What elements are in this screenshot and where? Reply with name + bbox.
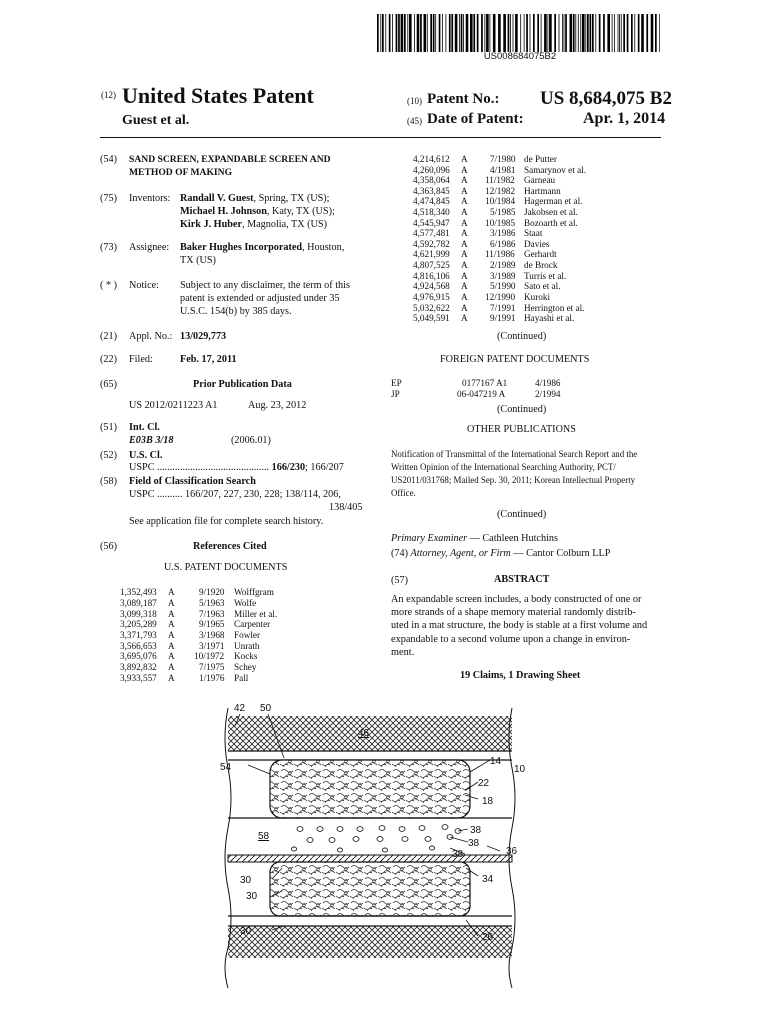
intcl-label: Int. Cl. <box>129 422 160 433</box>
barcode-bar <box>466 14 469 52</box>
barcode-bar <box>646 14 648 52</box>
date-label: Date of Patent: <box>427 111 524 127</box>
barcode-bar <box>424 14 427 52</box>
assignee: Baker Hughes Incorporated, Houston, <box>180 242 345 253</box>
filed-label: Filed: <box>129 354 153 365</box>
barcode-bar <box>508 14 510 52</box>
base-pipe <box>228 855 512 862</box>
barcode-bar <box>627 14 629 52</box>
barcode-bar <box>513 14 514 52</box>
label-30-a: 30 <box>240 875 252 886</box>
barcode-bar <box>537 14 539 52</box>
barcode-bar <box>510 14 511 52</box>
patent-no-label: Patent No.: <box>427 91 500 107</box>
barcode-bar <box>573 14 575 52</box>
barcode-image <box>377 14 660 52</box>
barcode-bar <box>587 14 589 52</box>
barcode-bar <box>619 14 620 52</box>
inventors-code: (75) <box>100 193 117 204</box>
intcl-year: (2006.01) <box>231 435 271 446</box>
appl-label: Appl. No.: <box>129 331 173 342</box>
prior-date: Aug. 23, 2012 <box>248 400 307 411</box>
prior-heading: Prior Publication Data <box>193 379 292 390</box>
barcode-bar <box>554 14 556 52</box>
barcode-bar <box>439 14 441 52</box>
label-38-b: 38 <box>468 838 480 849</box>
barcode-bar <box>463 14 464 52</box>
barcode-bar <box>544 14 547 52</box>
field-uspc-line-1: USPC .......... 166/207, 227, 230, 228; 138/114, 206, <box>129 489 341 500</box>
barcode-bar <box>614 14 615 52</box>
barcode-bar <box>389 14 391 52</box>
barcode-bar <box>401 14 404 52</box>
field-label: Field of Classification Search <box>129 476 256 487</box>
barcode-bar <box>435 14 436 52</box>
barcode-bar <box>580 14 581 52</box>
barcode-bar <box>607 14 610 52</box>
other-publications-text: Notification of Transmittal of the International Search Report and the Written Opinion of the International Searching Authority, PCT/ US2011/031768; Mailed Sep. 30, 2011; Korean Intellectual Property Office. <box>391 449 638 498</box>
label-42: 42 <box>234 703 246 714</box>
barcode-bar <box>585 14 586 52</box>
barcode-bar <box>655 14 657 52</box>
patent-number: US 8,684,075 B2 <box>540 88 672 109</box>
barcode-bar <box>473 14 475 52</box>
field-uspc-line-2: 138/405 <box>329 502 363 513</box>
barcode-bar <box>503 14 506 52</box>
barcode-bar <box>459 14 460 52</box>
barcode-bar <box>398 14 400 52</box>
barcode-bar <box>392 14 393 52</box>
abstract-heading: ABSTRACT <box>494 574 550 585</box>
title-code: (54) <box>100 154 117 165</box>
barcode-bar <box>603 14 605 52</box>
barcode-bar <box>559 14 560 52</box>
date-code: (45) <box>407 116 422 126</box>
barcode-bar <box>442 14 443 52</box>
barcode-bar <box>485 14 486 52</box>
label-26: 26 <box>482 932 494 943</box>
label-50: 50 <box>260 703 272 714</box>
barcode-bar <box>641 14 644 52</box>
claims-summary: 19 Claims, 1 Drawing Sheet <box>460 670 581 681</box>
barcode-bar <box>621 14 622 52</box>
intcl-class: E03B 3/18 <box>129 435 174 446</box>
barcode-bar <box>377 14 379 52</box>
barcode-bar <box>533 14 535 52</box>
uscl-label: U.S. Cl. <box>129 450 163 461</box>
publication-number: US008684075B2 <box>483 51 557 62</box>
barcode-bar <box>427 14 428 52</box>
label-18: 18 <box>482 796 494 807</box>
prior-publication: US 2012/0211223 A1 <box>129 400 218 411</box>
barcode-bar <box>498 14 501 52</box>
barcode-bar <box>526 14 528 52</box>
barcode-bar <box>382 14 384 52</box>
assignee-code: (73) <box>100 242 117 253</box>
label-54: 54 <box>220 762 232 773</box>
barcode-bar <box>430 14 432 52</box>
date-of-patent: Apr. 1, 2014 <box>583 110 666 127</box>
label-46: 46 <box>358 728 370 739</box>
inventors-short: Guest et al. <box>122 113 190 128</box>
barcode-bar <box>530 14 531 52</box>
label-58: 58 <box>258 831 270 842</box>
attorney: (74) Attorney, Agent, or Firm — Cantor Colburn LLP <box>391 548 611 559</box>
abstract-code: (57) <box>391 575 408 586</box>
barcode-bar <box>623 14 625 52</box>
header-rule <box>100 137 661 138</box>
title-line-2: METHOD OF MAKING <box>129 167 233 178</box>
particles <box>291 825 461 852</box>
prior-code: (65) <box>100 379 117 390</box>
inventor-1: Randall V. Guest, Spring, TX (US); <box>180 193 330 204</box>
abstract-text: An expandable screen includes, a body constructed of one or more strands of a shape memory material randomly distrib- uted in a mat structure, the body is stable at a first volume and expandable to a second volume upon a change in environ- ment. <box>391 594 648 658</box>
barcode-bar <box>659 14 660 52</box>
barcode-bar <box>618 14 619 52</box>
assignee-place: TX (US) <box>180 255 216 266</box>
barcode-bar <box>455 14 458 52</box>
patent-no-code: (10) <box>407 96 422 106</box>
barcode-bar <box>490 14 491 52</box>
barcode-bar <box>570 14 573 52</box>
barcode-bar <box>515 14 518 52</box>
barcode-bar <box>565 14 567 52</box>
inventor-2: Michael H. Johnson, Katy, TX (US); <box>180 206 335 217</box>
continued-2: (Continued) <box>497 404 547 415</box>
uscl-code: (52) <box>100 450 117 461</box>
barcode-bar <box>446 14 447 52</box>
barcode-bar <box>564 14 565 52</box>
barcode-bar <box>634 14 635 52</box>
label-30-c: 30 <box>240 926 252 937</box>
label-22: 22 <box>478 778 490 789</box>
foreign-heading: FOREIGN PATENT DOCUMENTS <box>440 354 590 365</box>
assignee-label: Assignee: <box>129 242 170 253</box>
label-36: 36 <box>506 846 518 857</box>
barcode-bar <box>470 14 473 52</box>
filed-code: (22) <box>100 354 117 365</box>
barcode-bar <box>575 14 576 52</box>
notice-line-1: Subject to any disclaimer, the term of this <box>180 280 350 291</box>
barcode-bar <box>651 14 654 52</box>
barcode-bar <box>599 14 601 52</box>
document-title: United States Patent <box>122 83 314 108</box>
field-code: (58) <box>100 476 117 487</box>
barcode-bar <box>407 14 408 52</box>
barcode-bar <box>524 14 525 52</box>
inventors-label: Inventors: <box>129 193 171 204</box>
barcode-bar <box>520 14 521 52</box>
screen-mat-lower <box>270 862 470 916</box>
other-publications-heading: OTHER PUBLICATIONS <box>467 424 576 435</box>
barcode-bar <box>493 14 496 52</box>
barcode-bar <box>385 14 386 52</box>
barcode-bar <box>612 14 613 52</box>
see-application-note: See application file for complete search history. <box>129 516 324 527</box>
barcode-bar <box>409 14 412 52</box>
intcl-code: (51) <box>100 422 117 433</box>
us-docs-heading: U.S. PATENT DOCUMENTS <box>164 562 288 573</box>
barcode-bar <box>420 14 422 52</box>
formation-band-bottom <box>228 926 512 958</box>
label-14: 14 <box>490 756 502 767</box>
notice-line-2: patent is extended or adjusted under 35 <box>180 293 340 304</box>
barcode-bar <box>541 14 542 52</box>
type-code: (12) <box>101 90 116 100</box>
inventor-3: Kirk J. Huber, Magnolia, TX (US) <box>180 219 327 230</box>
barcode-bar <box>592 14 594 52</box>
label-10: 10 <box>514 764 526 775</box>
barcode-bar <box>404 14 406 52</box>
refs-heading: References Cited <box>193 541 267 552</box>
barcode-bar <box>417 14 420 52</box>
barcode-bar <box>380 14 381 52</box>
label-34: 34 <box>482 874 494 885</box>
barcode-bar <box>590 14 592 52</box>
notice-code: ( * ) <box>100 280 117 291</box>
barcode-bar <box>562 14 563 52</box>
barcode-bar <box>595 14 596 52</box>
barcode-bar <box>631 14 633 52</box>
barcode-bar <box>414 14 415 52</box>
appl-code: (21) <box>100 331 117 342</box>
continued-1: (Continued) <box>497 331 547 342</box>
barcode-bar <box>451 14 453 52</box>
barcode-bar <box>449 14 451 52</box>
barcode-bar <box>461 14 463 52</box>
barcode-bar <box>578 14 579 52</box>
barcode-bar <box>477 14 479 52</box>
primary-examiner: Primary Examiner — Cathleen Hutchins <box>391 533 558 544</box>
barcode-bar <box>582 14 585 52</box>
screen-mat-upper <box>270 760 470 818</box>
barcode-bar <box>433 14 435 52</box>
patent-figure <box>210 696 530 1016</box>
barcode-bar <box>548 14 549 52</box>
label-30-b: 30 <box>246 891 258 902</box>
appl-number: 13/029,773 <box>180 331 227 342</box>
refs-code: (56) <box>100 541 117 552</box>
barcode-bar <box>486 14 489 52</box>
barcode-bar <box>481 14 483 52</box>
barcode-bar <box>638 14 640 52</box>
notice-line-3: U.S.C. 154(b) by 385 days. <box>180 306 292 317</box>
title-line-1: SAND SCREEN, EXPANDABLE SCREEN AND <box>129 154 331 165</box>
barcode-bar <box>396 14 398 52</box>
uspc-line: USPC ............................................ 166/230; 166/207 <box>129 462 344 473</box>
label-38-c: 38 <box>452 849 464 860</box>
continued-3: (Continued) <box>497 509 547 520</box>
notice-label: Notice: <box>129 280 159 291</box>
label-38-a: 38 <box>470 825 482 836</box>
filed-date: Feb. 17, 2011 <box>180 354 237 365</box>
barcode-bar <box>549 14 552 52</box>
